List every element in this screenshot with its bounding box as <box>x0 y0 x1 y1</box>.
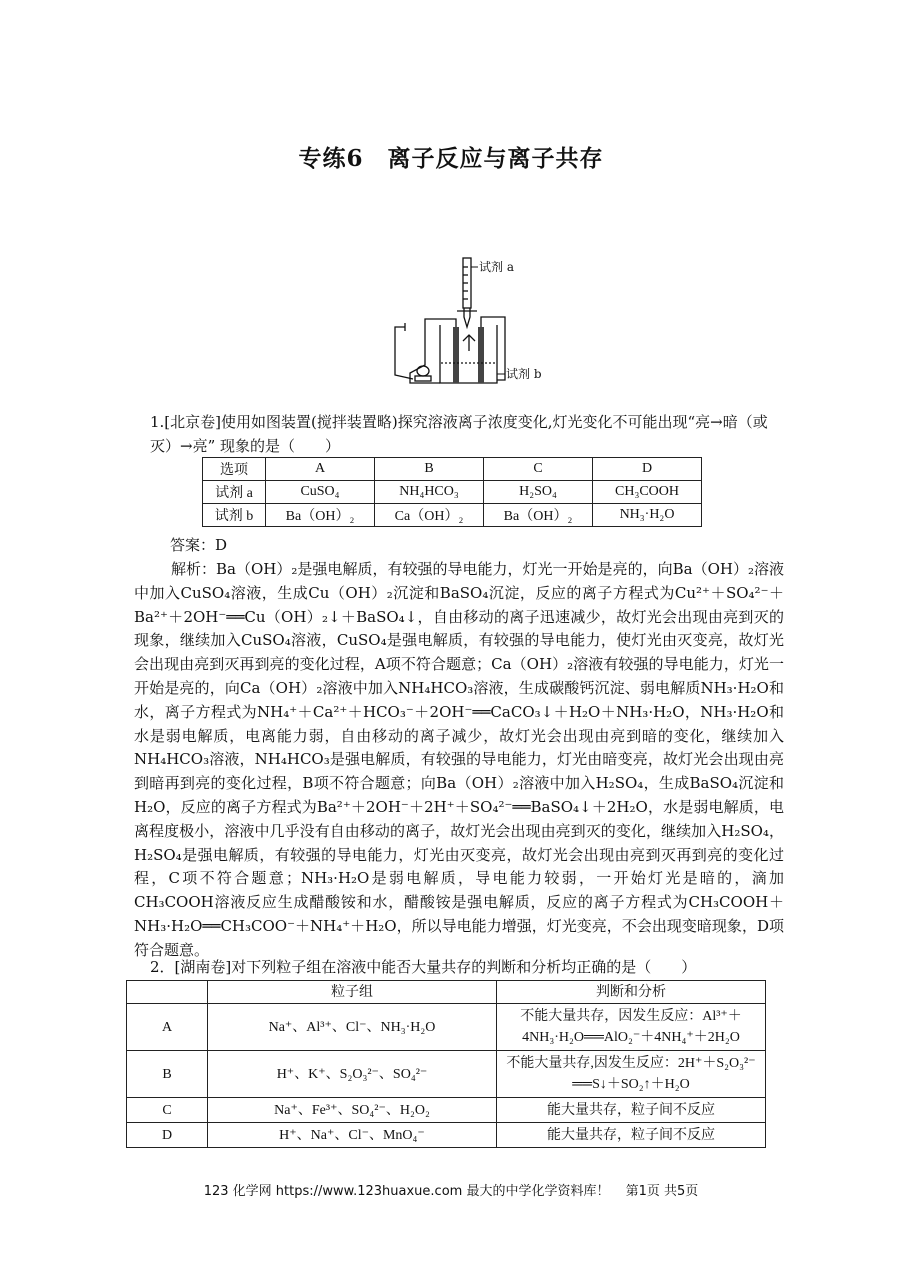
table-row <box>127 1098 766 1123</box>
analysis-line: 不能大量共存,因发生反应：2H⁺＋S₂O₃²⁻ <box>506 1056 756 1071</box>
table-cell: 判断和分析 <box>497 981 766 1004</box>
analysis-line: 4NH₃·H₂O══AlO₂⁻＋4NH₄⁺＋2H₂O <box>522 1030 740 1045</box>
table-cell: A <box>266 458 375 481</box>
table-cell: CH₃COOH <box>593 481 702 504</box>
table-cell: 能大量共存，粒子间不反应 <box>497 1123 766 1148</box>
apparatus-diagram <box>385 255 555 390</box>
question-1-table <box>202 457 702 527</box>
answer: 答案：D <box>170 536 228 554</box>
table-cell: Ba（OH）₂ <box>484 504 593 527</box>
table-row <box>127 981 766 1004</box>
table-cell <box>497 1051 766 1098</box>
table-row <box>127 1051 766 1098</box>
analysis-section <box>134 558 784 963</box>
question-2: 2．[湖南卷]对下列粒子组在溶液中能否大量共存的判断和分析均正确的是（ ） <box>150 958 697 976</box>
page-title: 专练6 离子反应与离子共存 <box>298 145 604 172</box>
footer-page-number: 第1页 共5页 <box>625 1184 699 1199</box>
table-cell: C <box>484 458 593 481</box>
table-cell: H⁺、K⁺、S₂O₃²⁻、SO₄²⁻ <box>208 1051 497 1098</box>
table-row <box>127 1123 766 1148</box>
table-row <box>203 504 702 527</box>
table-cell: 试剂 a <box>203 481 266 504</box>
table-cell: D <box>593 458 702 481</box>
table-cell <box>127 981 208 1004</box>
analysis-line: ══S↓＋SO₂↑＋H₂O <box>572 1077 690 1092</box>
table-cell: H⁺、Na⁺、Cl⁻、MnO₄⁻ <box>208 1123 497 1148</box>
table-row <box>203 481 702 504</box>
table-cell: 粒子组 <box>208 981 497 1004</box>
question-2-table <box>126 980 766 1148</box>
table-cell: A <box>127 1004 208 1051</box>
analysis-line: 不能大量共存，因发生反应：Al³⁺＋ <box>520 1009 742 1024</box>
table-cell: NH₃·H₂O <box>593 504 702 527</box>
table-cell: H₂SO₄ <box>484 481 593 504</box>
table-cell: C <box>127 1098 208 1123</box>
table-cell: B <box>375 458 484 481</box>
table-row <box>203 458 702 481</box>
table-cell: 选项 <box>203 458 266 481</box>
table-cell: 试剂 b <box>203 504 266 527</box>
table-cell: B <box>127 1051 208 1098</box>
question-1: 1.[北京卷]使用如图装置(搅拌装置略)探究溶液离子浓度变化,灯光变化不可能出现“亮→暗（或灭）→亮” 现象的是（ ） <box>150 413 768 455</box>
label-reagent-a: 试剂 a <box>479 260 514 274</box>
footer-site[interactable]: 123 化学网 https://www.123huaxue.com 最大的中学化学资料库！ <box>203 1184 610 1199</box>
analysis-text: 解析：Ba（OH）₂是强电解质，有较强的导电能力，灯光一开始是亮的，向Ba（OH）₂溶液中加入CuSO₄溶液，生成Cu（OH）₂沉淀和BaSO₄沉淀，反应的离子方程式为Cu²⁺＋SO₄²⁻＋Ba²⁺＋2OH⁻══Cu（OH）₂↓＋BaSO₄↓，自由移动的离子迅速减少，故灯光会出现由亮到灭的现象，继续加入CuSO₄溶液，CuSO₄是强电解质，有较强的导电能力，使灯光由灭变亮，故灯光会出现由亮到灭再到亮的变化过程，A项不符合题意；Ca（OH）₂溶液有较强的导电能力，灯光一开始是亮的，向Ca（OH）₂溶液中加入NH₄HCO₃溶液，生成碳酸钙沉淀、弱电解质NH₃·H₂O和水，离子方程式为NH₄⁺＋Ca²⁺＋HCO₃⁻＋2OH⁻══CaCO₃↓＋H₂O＋NH₃·H₂O，NH₃·H₂O和水是弱电解质，电离能力弱，自由移动的离子减少，故灯光会出现由亮到暗的变化，继续加入NH₄HCO₃溶液，NH₄HCO₃是强电解质，有较强的导电能力，灯光由暗变亮，故灯光会出现由亮到暗再到亮的变化过程，B项不符合题意；向Ba（OH）₂溶液中加入H₂SO₄，生成BaSO₄沉淀和H₂O，反应的离子方程式为Ba²⁺＋2OH⁻＋2H⁺＋SO₄²⁻══BaSO₄↓＋2H₂O，水是弱电解质，电离程度极小，溶液中几乎没有自由移动的离子，故灯光会出现由亮到灭的变化，继续加入H₂SO₄，H₂SO₄是强电解质，有较强的导电能力，灯光由灭变亮，故灯光会出现由亮到灭再到亮的变化过程，C项不符合题意；NH₃·H₂O是弱电解质，导电能力较弱，一开始灯光是暗的，滴加CH₃COOH溶液反应生成醋酸铵和水，醋酸铵是强电解质，反应的离子方程式为CH₃COOH＋NH₃·H₂O══CH₃COO⁻＋NH₄⁺＋H₂O，所以导电能力增强，灯光变亮，不会出现变暗现象，D项符合题意。 <box>134 560 784 959</box>
page-footer <box>0 1180 902 1199</box>
table-cell: Ca（OH）₂ <box>375 504 484 527</box>
table-cell: D <box>127 1123 208 1148</box>
table-cell: Ba（OH）₂ <box>266 504 375 527</box>
table-cell: Na⁺、Al³⁺、Cl⁻、NH₃·H₂O <box>208 1004 497 1051</box>
table-row <box>127 1004 766 1051</box>
table-cell: NH₄HCO₃ <box>375 481 484 504</box>
table-cell <box>497 1004 766 1051</box>
table-cell: CuSO₄ <box>266 481 375 504</box>
table-cell: Na⁺、Fe³⁺、SO₄²⁻、H₂O₂ <box>208 1098 497 1123</box>
table-cell: 能大量共存，粒子间不反应 <box>497 1098 766 1123</box>
label-reagent-b: 试剂 b <box>506 367 542 381</box>
